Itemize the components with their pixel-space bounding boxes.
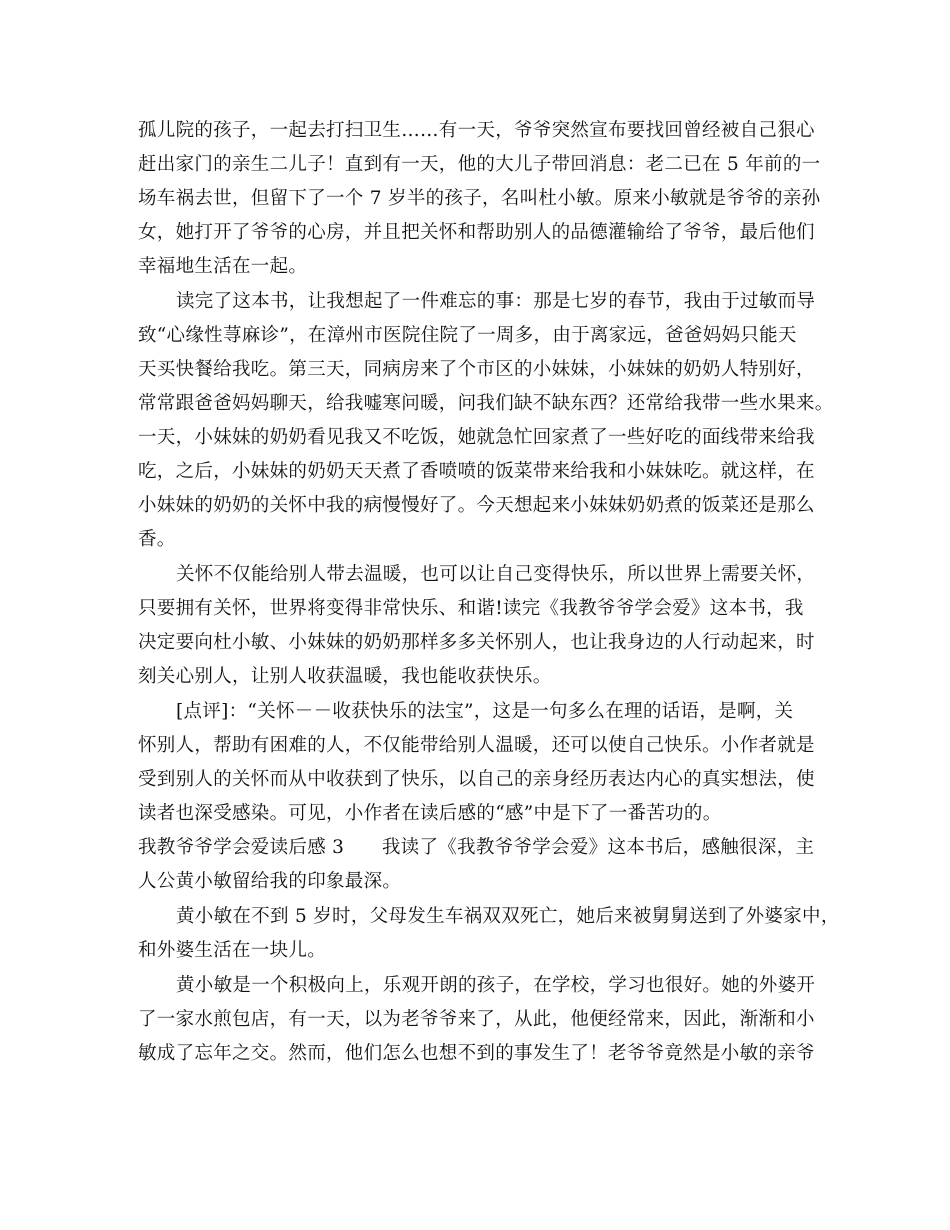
text-line: 了一家水煎包店，有一天，以为老爷爷来了，从此，他便经常来，因此，渐渐和小	[138, 1009, 815, 1030]
text-line: 只要拥有关怀，世界将变得非常快乐、和谐!读完《我教爷爷学会爱》这本书，我	[138, 598, 804, 619]
text-line: 女，她打开了爷爷的心房，并且把关怀和帮助别人的品德灌输给了爷爷，最后他们	[138, 222, 815, 243]
text-line: 人公黄小敏留给我的印象最深。	[138, 871, 402, 892]
text-line: 赶出家门的亲生二儿子！直到有一天，他的大儿子带回消息：老二已在 5 年前的一	[138, 154, 821, 175]
text-line: 吃，之后，小妹妹的奶奶天天煮了香喷喷的饭菜带来给我和小妹妹吃。就这样，在	[138, 461, 815, 482]
text-line: 幸福地生活在一起。	[138, 256, 308, 277]
text-line: 决定要向杜小敏、小妹妹的奶奶那样多多关怀别人，也让我身边的人行动起来，时	[138, 632, 815, 653]
essay-title-line: 我教爷爷学会爱读后感 3 我读了《我教爷爷学会爱》这本书后，感触很深，主	[138, 837, 815, 858]
text-line: 天买快餐给我吃。第三天，同病房来了个市区的小妹妹，小妹妹的奶奶人特别好，	[138, 359, 815, 380]
paragraph-start-line: 黄小敏在不到 5 岁时，父母发生车祸双双死亡，她后来被舅舅送到了外婆家中，	[176, 906, 840, 927]
text-line: 怀别人，帮助有困难的人，不仅能带给别人温暖，还可以使自己快乐。小作者就是	[138, 735, 815, 756]
text-line: 受到别人的关怀而从中收获到了快乐，以自己的亲身经历表达内心的真实想法，使	[138, 769, 815, 790]
text-line: 敏成了忘年之交。然而，他们怎么也想不到的事发生了！老爷爷竟然是小敏的亲爷	[138, 1043, 815, 1064]
comment-start-line: [点评]：“关怀－－收获快乐的法宝”，这是一句多么在理的话语，是啊，关	[176, 701, 794, 722]
text-line: 常常跟爸爸妈妈聊天，给我嘘寒问暖，问我们缺不缺东西？还常给我带一些水果来。	[138, 393, 834, 414]
paragraph-start-line: 黄小敏是一个积极向上，乐观开朗的孩子，在学校，学习也很好。她的外婆开	[176, 975, 816, 996]
text-line: 孤儿院的孩子，一起去打扫卫生……有一天，爷爷突然宣布要找回曾经被自己狠心	[138, 120, 815, 141]
text-line: 致“心缘性荨麻诊”，在漳州市医院住院了一周多，由于离家远，爸爸妈妈只能天	[138, 325, 797, 346]
text-line: 一天，小妹妹的奶奶看见我又不吃饭，她就急忙回家煮了一些好吃的面线带来给我	[138, 427, 815, 448]
text-line: 香。	[138, 529, 176, 550]
text-line: 刻关心别人，让别人收获温暖，我也能收获快乐。	[138, 666, 552, 687]
text-line: 和外婆生活在一块儿。	[138, 940, 327, 961]
paragraph-start-line: 关怀不仅能给别人带去温暖，也可以让自己变得快乐，所以世界上需要关怀，	[176, 564, 816, 585]
paragraph-start-line: 读完了这本书，让我想起了一件难忘的事：那是七岁的春节，我由于过敏而导	[176, 291, 816, 312]
text-line: 小妹妹的奶奶的关怀中我的病慢慢好了。今天想起来小妹妹奶奶煮的饭菜还是那么	[138, 495, 815, 516]
text-line: 场车祸去世，但留下了一个 7 岁半的孩子，名叫杜小敏。原来小敏就是爷爷的亲孙	[138, 188, 821, 209]
text-line: 读者也深受感染。可见，小作者在读后感的“感”中是下了一番苦功的。	[138, 803, 722, 824]
